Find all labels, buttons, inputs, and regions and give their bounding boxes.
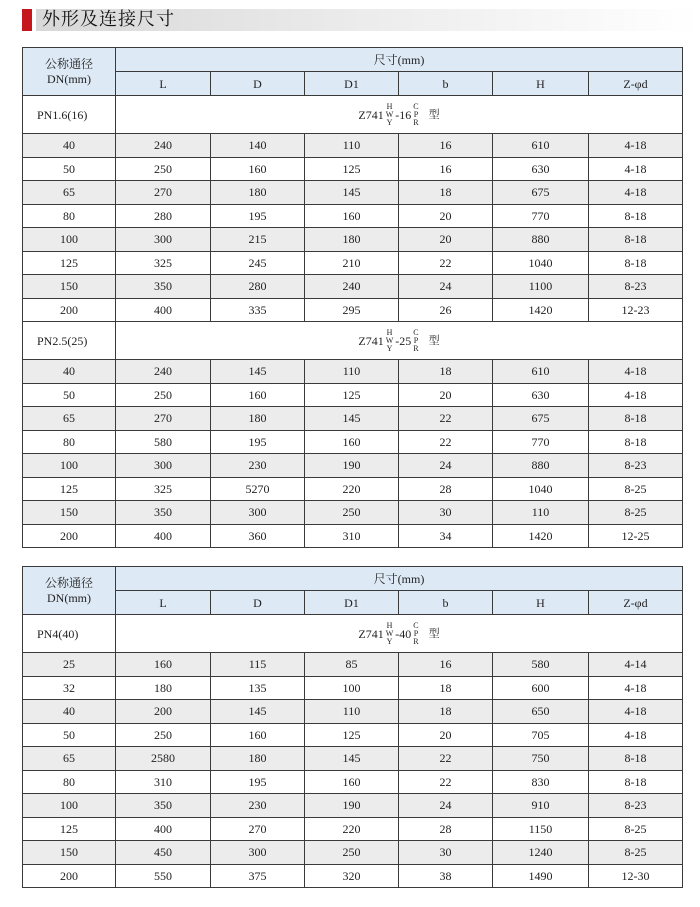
dimension-value-cell: 240 xyxy=(116,134,211,158)
dimension-value-cell: 4-18 xyxy=(589,676,683,700)
dimension-value-cell: 1490 xyxy=(493,864,589,888)
model-variant-letter: C xyxy=(413,327,419,337)
column-header: L xyxy=(116,591,211,615)
dimension-value-cell: 580 xyxy=(493,653,589,677)
dn-value-cell: 40 xyxy=(23,360,116,384)
dimension-value-cell: 750 xyxy=(493,747,589,771)
dimension-value-cell: 8-18 xyxy=(589,770,683,794)
dimension-value-cell: 22 xyxy=(399,430,493,454)
dimension-value-cell: 18 xyxy=(399,700,493,724)
pressure-rating: PN4(40) xyxy=(23,615,116,653)
dimension-value-cell: 280 xyxy=(211,275,305,299)
dn-label-en: DN(mm) xyxy=(47,590,91,605)
dimension-value-cell: 770 xyxy=(493,204,589,228)
model-cell xyxy=(116,615,683,653)
column-header-row xyxy=(23,591,683,615)
dimension-value-cell: 610 xyxy=(493,360,589,384)
dn-value-cell: 65 xyxy=(23,181,116,205)
dimension-value-cell: 250 xyxy=(116,383,211,407)
table-row xyxy=(23,794,683,818)
dimension-value-cell: 1040 xyxy=(493,477,589,501)
header-row xyxy=(23,48,683,72)
table-row xyxy=(23,841,683,865)
dims-header-cell: 尺寸(mm) xyxy=(116,48,683,72)
title-accent-bar xyxy=(22,9,32,31)
column-header: H xyxy=(493,72,589,96)
dn-value-cell: 200 xyxy=(23,298,116,322)
dimension-value-cell: 85 xyxy=(305,653,399,677)
dimension-value-cell: 4-14 xyxy=(589,653,683,677)
dimension-value-cell: 650 xyxy=(493,700,589,724)
model-cell xyxy=(116,96,683,134)
dimension-value-cell: 30 xyxy=(399,841,493,865)
dn-value-cell: 150 xyxy=(23,275,116,299)
dimension-value-cell: 210 xyxy=(305,251,399,275)
model-prefix: Z741 xyxy=(358,107,384,122)
dimension-value-cell: 200 xyxy=(116,700,211,724)
model-cell xyxy=(116,322,683,360)
dimension-value-cell: 310 xyxy=(305,524,399,548)
table-row xyxy=(23,204,683,228)
dimension-value-cell: 180 xyxy=(305,228,399,252)
pressure-group-row xyxy=(23,96,683,134)
dimension-value-cell: 295 xyxy=(305,298,399,322)
dimension-value-cell: 18 xyxy=(399,360,493,384)
model-designation xyxy=(358,622,439,646)
table-row xyxy=(23,817,683,841)
model-suffix: 型 xyxy=(428,107,440,121)
dimension-value-cell: 8-18 xyxy=(589,204,683,228)
column-header: Z-φd xyxy=(589,72,683,96)
dimension-value-cell: 115 xyxy=(211,653,305,677)
dimension-value-cell: 34 xyxy=(399,524,493,548)
dimension-value-cell: 375 xyxy=(211,864,305,888)
model-variant-stack-left xyxy=(386,622,394,646)
dimension-table xyxy=(22,47,683,548)
model-variant-letter: H xyxy=(386,101,393,111)
model-prefix: Z741 xyxy=(358,333,384,348)
dn-value-cell: 80 xyxy=(23,204,116,228)
table-row xyxy=(23,723,683,747)
table-row xyxy=(23,747,683,771)
section-title-bar xyxy=(0,0,700,34)
model-variant-letter: C xyxy=(413,101,419,111)
dimension-value-cell: 360 xyxy=(211,524,305,548)
table-row xyxy=(23,501,683,525)
dimension-value-cell: 300 xyxy=(116,228,211,252)
model-variant-stack-right xyxy=(413,103,418,127)
model-prefix: Z741 xyxy=(358,626,384,641)
dimension-table xyxy=(22,566,683,888)
dimension-value-cell: 320 xyxy=(305,864,399,888)
dimension-value-cell: 280 xyxy=(116,204,211,228)
dimension-value-cell: 880 xyxy=(493,454,589,478)
dn-value-cell: 50 xyxy=(23,157,116,181)
dimension-value-cell: 24 xyxy=(399,275,493,299)
dimension-value-cell: 1240 xyxy=(493,841,589,865)
dimension-value-cell: 8-18 xyxy=(589,251,683,275)
dimension-value-cell: 145 xyxy=(305,747,399,771)
dimension-value-cell: 1420 xyxy=(493,298,589,322)
dn-value-cell: 65 xyxy=(23,407,116,431)
dimension-value-cell: 22 xyxy=(399,407,493,431)
table-row xyxy=(23,676,683,700)
column-header: D1 xyxy=(305,72,399,96)
dimension-value-cell: 5270 xyxy=(211,477,305,501)
dimension-value-cell: 28 xyxy=(399,817,493,841)
dimension-value-cell: 335 xyxy=(211,298,305,322)
dimension-value-cell: 880 xyxy=(493,228,589,252)
dimension-value-cell: 250 xyxy=(116,723,211,747)
dimension-value-cell: 1420 xyxy=(493,524,589,548)
dimension-value-cell: 18 xyxy=(399,181,493,205)
dimension-value-cell: 24 xyxy=(399,454,493,478)
dimension-value-cell: 195 xyxy=(211,770,305,794)
dn-label-cn: 公称通径 xyxy=(44,575,93,590)
dimension-value-cell: 26 xyxy=(399,298,493,322)
table-row xyxy=(23,228,683,252)
dn-value-cell: 100 xyxy=(23,794,116,818)
model-designation xyxy=(358,329,439,353)
dimension-value-cell: 16 xyxy=(399,157,493,181)
table-row xyxy=(23,134,683,158)
dimension-value-cell: 4-18 xyxy=(589,383,683,407)
dimension-value-cell: 630 xyxy=(493,157,589,181)
dimension-value-cell: 240 xyxy=(116,360,211,384)
dimension-value-cell: 300 xyxy=(116,454,211,478)
dimension-value-cell: 135 xyxy=(211,676,305,700)
column-header: H xyxy=(493,591,589,615)
table-row xyxy=(23,454,683,478)
dimension-value-cell: 1150 xyxy=(493,817,589,841)
pressure-group-row xyxy=(23,615,683,653)
dimension-value-cell: 180 xyxy=(116,676,211,700)
model-variant-letter: W xyxy=(385,628,394,638)
dimension-value-cell: 20 xyxy=(399,723,493,747)
dimension-value-cell: 240 xyxy=(305,275,399,299)
dimension-value-cell: 160 xyxy=(116,653,211,677)
dimension-value-cell: 4-18 xyxy=(589,157,683,181)
column-header: Z-φd xyxy=(589,591,683,615)
dn-header-cell xyxy=(23,567,116,615)
column-header-row xyxy=(23,72,683,96)
dimension-value-cell: 28 xyxy=(399,477,493,501)
dimension-value-cell: 400 xyxy=(116,817,211,841)
dimension-value-cell: 350 xyxy=(116,275,211,299)
dimension-value-cell: 245 xyxy=(211,251,305,275)
model-variant-letter: Y xyxy=(386,117,393,127)
model-variant-letter: Y xyxy=(386,636,393,646)
table-row xyxy=(23,251,683,275)
table-row xyxy=(23,653,683,677)
dimension-value-cell: 110 xyxy=(493,501,589,525)
dimension-value-cell: 675 xyxy=(493,407,589,431)
dimension-value-cell: 270 xyxy=(116,181,211,205)
dimension-value-cell: 230 xyxy=(211,794,305,818)
dimension-value-cell: 160 xyxy=(211,383,305,407)
model-variant-letter: H xyxy=(386,620,393,630)
dimension-value-cell: 8-25 xyxy=(589,501,683,525)
dimension-value-cell: 250 xyxy=(305,841,399,865)
dimension-value-cell: 250 xyxy=(116,157,211,181)
dimension-value-cell: 8-18 xyxy=(589,228,683,252)
dimension-value-cell: 110 xyxy=(305,700,399,724)
dimension-value-cell: 22 xyxy=(399,747,493,771)
dimension-value-cell: 22 xyxy=(399,251,493,275)
model-suffix: 型 xyxy=(428,333,440,347)
pressure-rating: PN1.6(16) xyxy=(23,96,116,134)
dn-value-cell: 125 xyxy=(23,477,116,501)
pressure-rating: PN2.5(25) xyxy=(23,322,116,360)
dimension-value-cell: 400 xyxy=(116,298,211,322)
dimension-value-cell: 125 xyxy=(305,723,399,747)
model-pressure-code: -25 xyxy=(395,333,412,348)
dimension-value-cell: 8-25 xyxy=(589,477,683,501)
dimension-value-cell: 4-18 xyxy=(589,134,683,158)
dn-value-cell: 65 xyxy=(23,747,116,771)
table-row xyxy=(23,157,683,181)
dn-value-cell: 200 xyxy=(23,524,116,548)
dimension-value-cell: 2580 xyxy=(116,747,211,771)
dimension-value-cell: 195 xyxy=(211,430,305,454)
dimension-value-cell: 195 xyxy=(211,204,305,228)
dimension-value-cell: 160 xyxy=(305,770,399,794)
model-variant-stack-left xyxy=(386,329,394,353)
model-variant-letter: R xyxy=(413,636,419,646)
table-row xyxy=(23,181,683,205)
model-designation xyxy=(358,103,439,127)
dimension-value-cell: 830 xyxy=(493,770,589,794)
dimension-value-cell: 145 xyxy=(211,700,305,724)
column-header: L xyxy=(116,72,211,96)
dimension-value-cell: 220 xyxy=(305,477,399,501)
dimension-value-cell: 110 xyxy=(305,360,399,384)
model-variant-letter: H xyxy=(386,327,393,337)
dimension-value-cell: 325 xyxy=(116,251,211,275)
column-header: D1 xyxy=(305,591,399,615)
dimension-value-cell: 160 xyxy=(305,430,399,454)
header-row xyxy=(23,567,683,591)
dimension-value-cell: 705 xyxy=(493,723,589,747)
dimension-value-cell: 8-23 xyxy=(589,794,683,818)
table-row xyxy=(23,360,683,384)
table-row xyxy=(23,383,683,407)
model-variant-stack-left xyxy=(386,103,394,127)
dn-value-cell: 32 xyxy=(23,676,116,700)
dimension-value-cell: 310 xyxy=(116,770,211,794)
dimension-value-cell: 110 xyxy=(305,134,399,158)
dimension-value-cell: 20 xyxy=(399,228,493,252)
dimension-value-cell: 125 xyxy=(305,157,399,181)
dimension-value-cell: 190 xyxy=(305,794,399,818)
model-suffix: 型 xyxy=(428,626,440,640)
dn-value-cell: 100 xyxy=(23,454,116,478)
dimension-value-cell: 580 xyxy=(116,430,211,454)
dimension-value-cell: 180 xyxy=(211,181,305,205)
dn-header-cell xyxy=(23,48,116,96)
model-variant-letter: R xyxy=(413,343,419,353)
dimension-value-cell: 675 xyxy=(493,181,589,205)
dimension-value-cell: 350 xyxy=(116,501,211,525)
dimension-value-cell: 770 xyxy=(493,430,589,454)
dimension-value-cell: 20 xyxy=(399,204,493,228)
dimension-value-cell: 160 xyxy=(305,204,399,228)
dimension-value-cell: 160 xyxy=(211,157,305,181)
dimension-value-cell: 16 xyxy=(399,134,493,158)
dimension-value-cell: 20 xyxy=(399,383,493,407)
dimension-value-cell: 325 xyxy=(116,477,211,501)
dimension-value-cell: 8-25 xyxy=(589,841,683,865)
dimension-value-cell: 8-18 xyxy=(589,430,683,454)
dimension-value-cell: 630 xyxy=(493,383,589,407)
section-title: 外形及连接尺寸 xyxy=(42,9,175,30)
table-row xyxy=(23,700,683,724)
column-header: b xyxy=(399,591,493,615)
model-variant-letter: P xyxy=(413,335,419,345)
dims-header-cell: 尺寸(mm) xyxy=(116,567,683,591)
dn-value-cell: 125 xyxy=(23,817,116,841)
pressure-group-row xyxy=(23,322,683,360)
dimension-value-cell: 12-25 xyxy=(589,524,683,548)
dimension-value-cell: 145 xyxy=(211,360,305,384)
dimension-value-cell: 8-25 xyxy=(589,817,683,841)
dimension-value-cell: 190 xyxy=(305,454,399,478)
dimension-value-cell: 16 xyxy=(399,653,493,677)
dimension-value-cell: 300 xyxy=(211,841,305,865)
dn-value-cell: 40 xyxy=(23,134,116,158)
model-variant-letter: P xyxy=(413,628,419,638)
table-row xyxy=(23,407,683,431)
dimension-value-cell: 24 xyxy=(399,794,493,818)
column-header: D xyxy=(211,72,305,96)
dn-value-cell: 50 xyxy=(23,723,116,747)
dimension-value-cell: 450 xyxy=(116,841,211,865)
dn-label-cn: 公称通径 xyxy=(44,56,93,71)
table-row xyxy=(23,430,683,454)
model-variant-letter: W xyxy=(385,109,394,119)
dn-value-cell: 80 xyxy=(23,430,116,454)
table-row xyxy=(23,524,683,548)
model-variant-letter: Y xyxy=(386,343,393,353)
dn-value-cell: 200 xyxy=(23,864,116,888)
dimension-value-cell: 30 xyxy=(399,501,493,525)
column-header: D xyxy=(211,591,305,615)
dimension-value-cell: 250 xyxy=(305,501,399,525)
dimension-value-cell: 18 xyxy=(399,676,493,700)
dimension-value-cell: 270 xyxy=(116,407,211,431)
dimension-value-cell: 4-18 xyxy=(589,700,683,724)
dn-value-cell: 125 xyxy=(23,251,116,275)
dn-value-cell: 150 xyxy=(23,841,116,865)
dimension-value-cell: 4-18 xyxy=(589,181,683,205)
dimension-value-cell: 230 xyxy=(211,454,305,478)
dn-label-en: DN(mm) xyxy=(47,71,91,86)
dimension-value-cell: 180 xyxy=(211,407,305,431)
table-row xyxy=(23,298,683,322)
dimension-value-cell: 220 xyxy=(305,817,399,841)
model-variant-letter: W xyxy=(385,335,394,345)
table-row xyxy=(23,864,683,888)
dimension-value-cell: 8-18 xyxy=(589,747,683,771)
dn-value-cell: 150 xyxy=(23,501,116,525)
table-row xyxy=(23,275,683,299)
model-variant-letter: P xyxy=(413,109,419,119)
dimension-value-cell: 600 xyxy=(493,676,589,700)
dimension-value-cell: 12-23 xyxy=(589,298,683,322)
dimension-value-cell: 215 xyxy=(211,228,305,252)
dimension-value-cell: 1040 xyxy=(493,251,589,275)
dimension-value-cell: 550 xyxy=(116,864,211,888)
dimension-value-cell: 125 xyxy=(305,383,399,407)
dimension-value-cell: 8-23 xyxy=(589,454,683,478)
dimension-value-cell: 300 xyxy=(211,501,305,525)
dimension-value-cell: 100 xyxy=(305,676,399,700)
dn-value-cell: 100 xyxy=(23,228,116,252)
model-variant-letter: C xyxy=(413,620,419,630)
model-variant-stack-right xyxy=(413,622,418,646)
model-pressure-code: -40 xyxy=(395,626,412,641)
dimension-value-cell: 270 xyxy=(211,817,305,841)
dimension-value-cell: 12-30 xyxy=(589,864,683,888)
dimension-value-cell: 160 xyxy=(211,723,305,747)
dn-value-cell: 40 xyxy=(23,700,116,724)
dimension-value-cell: 4-18 xyxy=(589,360,683,384)
model-variant-letter: R xyxy=(413,117,419,127)
dimension-value-cell: 145 xyxy=(305,407,399,431)
dimension-value-cell: 22 xyxy=(399,770,493,794)
dimension-value-cell: 610 xyxy=(493,134,589,158)
dimension-value-cell: 1100 xyxy=(493,275,589,299)
dimension-value-cell: 38 xyxy=(399,864,493,888)
table-row xyxy=(23,770,683,794)
dimension-value-cell: 8-18 xyxy=(589,407,683,431)
dn-value-cell: 50 xyxy=(23,383,116,407)
dimension-value-cell: 350 xyxy=(116,794,211,818)
dn-value-cell: 25 xyxy=(23,653,116,677)
dn-value-cell: 80 xyxy=(23,770,116,794)
dimension-value-cell: 8-23 xyxy=(589,275,683,299)
table-row xyxy=(23,477,683,501)
model-pressure-code: -16 xyxy=(395,107,412,122)
dimension-value-cell: 140 xyxy=(211,134,305,158)
dimension-value-cell: 910 xyxy=(493,794,589,818)
dimension-value-cell: 180 xyxy=(211,747,305,771)
dimension-value-cell: 145 xyxy=(305,181,399,205)
model-variant-stack-right xyxy=(413,329,418,353)
dimension-value-cell: 4-18 xyxy=(589,723,683,747)
column-header: b xyxy=(399,72,493,96)
dimension-value-cell: 400 xyxy=(116,524,211,548)
